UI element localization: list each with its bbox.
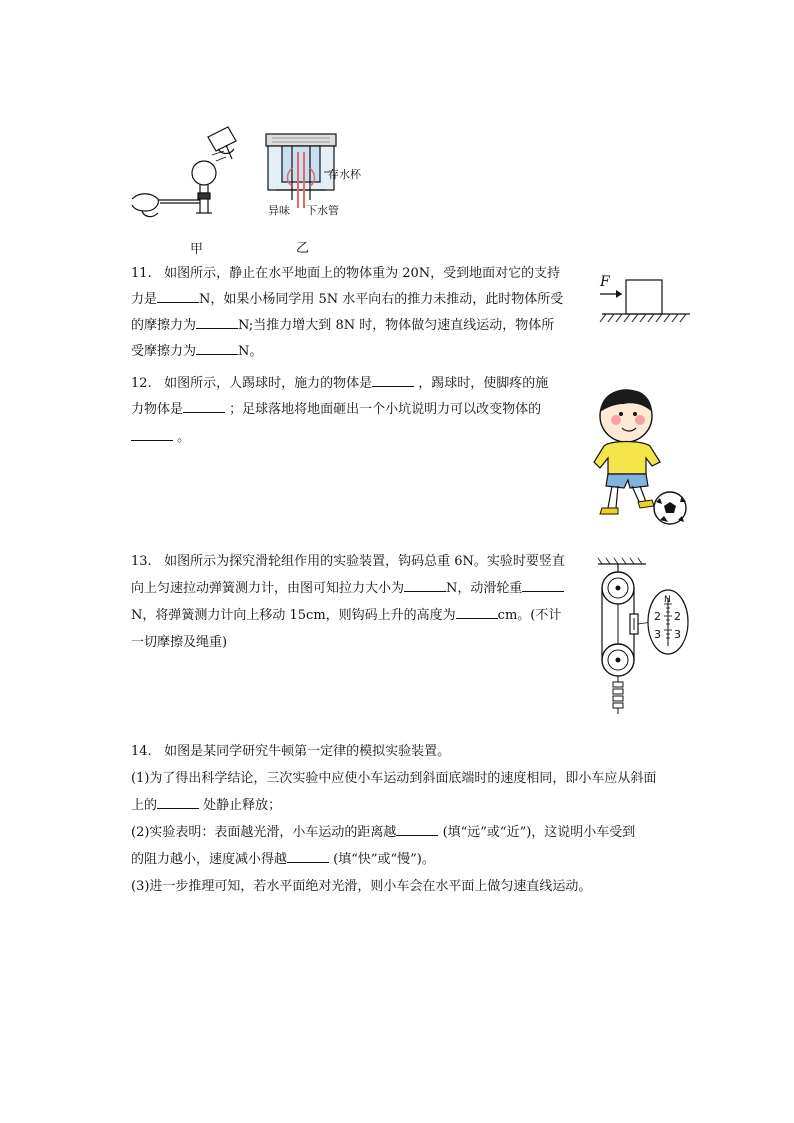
- q12-blank-2[interactable]: [183, 400, 225, 413]
- q13-blank-3[interactable]: [456, 606, 498, 619]
- q14-blank-2[interactable]: [396, 823, 438, 836]
- q11-figure-block-on-ground: [598, 272, 694, 328]
- q13-text: cm。(不计: [497, 608, 562, 623]
- figure-yi-label: 乙: [296, 241, 310, 256]
- q14-text: 如图是某同学研究牛顿第一定律的模拟实验装置。: [164, 744, 451, 759]
- q12-text: 如图所示，人踢球时，施力的物体是: [164, 376, 373, 391]
- q13-blank-1[interactable]: [404, 579, 446, 592]
- q14-text: 的阻力越小，速度减小得越: [131, 852, 288, 867]
- q11-text: 受摩擦力为: [131, 344, 197, 359]
- q13-number: 13.: [131, 554, 152, 569]
- q14-number: 14.: [131, 744, 152, 759]
- figure-jia: [130, 125, 250, 257]
- q14-blank-3[interactable]: [287, 850, 329, 863]
- q12-number: 12.: [131, 376, 152, 391]
- q13-text: 一切摩擦及绳重): [131, 635, 228, 650]
- q13-scale-tick: 2: [674, 610, 681, 623]
- q11-text: 的摩擦力为: [131, 318, 197, 333]
- q12-text: 。: [177, 430, 191, 445]
- q13-blank-2[interactable]: [522, 579, 564, 592]
- q11-line1: 如图所示，静止在水平地面上的物体重为 20N，受到地面对它的支持: [164, 266, 561, 281]
- q13-figure-pulley-system: [594, 558, 694, 720]
- q11-force-label: F: [600, 274, 610, 290]
- q13-scale-tick: 3: [654, 628, 661, 641]
- q12-blank-1[interactable]: [372, 374, 414, 387]
- q13-scale-unit: N: [664, 595, 671, 605]
- q13-text: 向上匀速拉动弹簧测力计，由图可知拉力大小为: [131, 581, 405, 596]
- q11-text: N。: [238, 344, 263, 359]
- q14-text: 上的: [131, 798, 158, 813]
- q13-scale-tick: 3: [674, 628, 681, 641]
- q11-number: 11.: [131, 266, 152, 281]
- q12-text: ，踢球时，使脚疼的施: [418, 376, 549, 391]
- figure-yi-smell-label: 异味: [268, 204, 290, 217]
- q14-text: (填“快”或“慢”)。: [333, 852, 435, 867]
- q13-text: 如图所示为探究滑轮组作用的实验装置，钩码总重 6N。实验时要竖直: [164, 554, 565, 569]
- q14-text: (2)实验表明：表面越光滑，小车运动的距离越: [131, 825, 397, 840]
- q14-text: (1)为了得出科学结论，三次实验中应使小车运动到斜面底端时的速度相同，即小车应从斜面: [131, 771, 657, 786]
- q12-text: 力物体是: [131, 402, 184, 417]
- figure-yi: [262, 128, 382, 256]
- q13-scale-tick: 2: [654, 610, 661, 623]
- q13-text: N，动滑轮重: [446, 581, 523, 596]
- q11-text: 力是: [131, 292, 158, 307]
- figure-yi-pipe-label: 下水管: [306, 204, 339, 217]
- q11-text: N，如果小杨同学用 5N 水平向右的推力未推动，此时物体所受: [199, 292, 564, 307]
- figure-jia-label: 甲: [190, 242, 204, 257]
- figure-yi-cup-label: 存水杯: [328, 168, 361, 181]
- q11-blank-2[interactable]: [196, 316, 238, 329]
- q12-text: ；足球落地将地面砸出一个小坑说明力可以改变物体的: [229, 402, 542, 417]
- q11-text: N;当推力增大到 8N 时，物体做匀速直线运动，物体所: [238, 318, 555, 333]
- q14-text: 处静止释放；: [203, 798, 282, 813]
- q14-text: (3)进一步推理可知，若水平面绝对光滑，则小车会在水平面上做匀速直线运动。: [131, 879, 592, 894]
- q12-figure-boy-kicking-ball: [588, 382, 692, 528]
- q12-blank-3[interactable]: [131, 428, 173, 441]
- q11-blank-3[interactable]: [196, 342, 238, 355]
- q13-text: N，将弹簧测力计向上移动 15cm，则钩码上升的高度为: [131, 608, 456, 623]
- q11-blank-1[interactable]: [157, 290, 199, 303]
- q14-blank-1[interactable]: [157, 796, 199, 809]
- q14-text: (填“远”或“近”)，这说明小车受到: [442, 825, 636, 840]
